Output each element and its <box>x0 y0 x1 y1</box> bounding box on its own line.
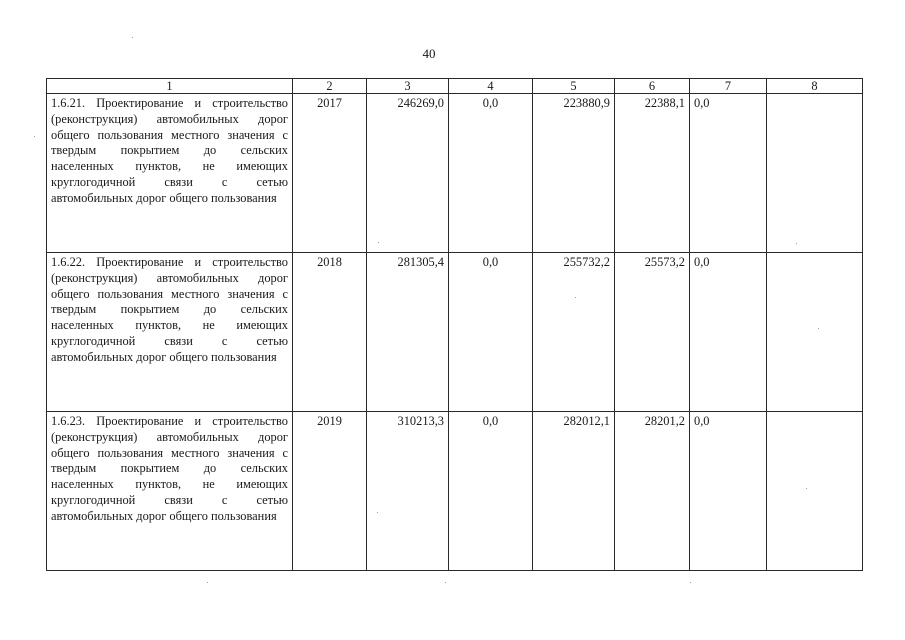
measure-name-cell: 1.6.22. Проектирование и строительство (реконструкция) автомобильных дорог общего пользования местного значения с твердым покрытием до сельских населенных пунктов, не имеющих круглогодичной связи с сетью автомобильных дорог общего пользования <box>47 253 293 412</box>
total-amount-cell: 246269,0 <box>367 94 449 253</box>
scan-speck <box>445 582 446 583</box>
year-cell: 2018 <box>293 253 367 412</box>
amount-cell-col4: 0,0 <box>449 94 533 253</box>
column-header: 2 <box>293 79 367 94</box>
amount-cell-col7: 0,0 <box>690 94 767 253</box>
total-amount-cell: 281305,4 <box>367 253 449 412</box>
measure-name-cell: 1.6.21. Проектирование и строительство (реконструкция) автомобильных дорог общего пользования местного значения с твердым покрытием до сельских населенных пунктов, не имеющих круглогодичной связи с сетью автомобильных дорог общего пользования <box>47 94 293 253</box>
scan-speck <box>818 328 819 329</box>
scan-speck <box>806 488 807 489</box>
column-header: 4 <box>449 79 533 94</box>
scan-speck <box>377 512 378 513</box>
scan-speck <box>796 243 797 244</box>
table-row <box>47 253 863 412</box>
amount-cell-col6: 22388,1 <box>615 94 690 253</box>
amount-cell-col4: 0,0 <box>449 253 533 412</box>
program-budget-table <box>46 78 863 571</box>
amount-cell-col7: 0,0 <box>690 253 767 412</box>
amount-cell-col5: 223880,9 <box>533 94 615 253</box>
amount-cell-col7: 0,0 <box>690 412 767 571</box>
empty-cell-col8 <box>767 412 863 571</box>
column-header: 5 <box>533 79 615 94</box>
measure-name-cell: 1.6.23. Проектирование и строительство (реконструкция) автомобильных дорог общего пользования местного значения с твердым покрытием до сельских населенных пунктов, не имеющих круглогодичной связи с сетью автомобильных дорог общего пользования <box>47 412 293 571</box>
year-cell: 2017 <box>293 94 367 253</box>
scan-speck <box>575 297 576 298</box>
amount-cell-col5: 255732,2 <box>533 253 615 412</box>
scan-speck <box>132 37 133 38</box>
table-row <box>47 412 863 571</box>
amount-cell-col5: 282012,1 <box>533 412 615 571</box>
scan-speck <box>34 136 35 137</box>
column-header: 1 <box>47 79 293 94</box>
column-header: 8 <box>767 79 863 94</box>
year-cell: 2019 <box>293 412 367 571</box>
page-number: 40 <box>422 46 436 61</box>
amount-cell-col6: 28201,2 <box>615 412 690 571</box>
scan-speck <box>690 582 691 583</box>
column-header: 7 <box>690 79 767 94</box>
empty-cell-col8 <box>767 94 863 253</box>
empty-cell-col8 <box>767 253 863 412</box>
scan-speck <box>378 242 379 243</box>
column-number-row <box>47 79 863 94</box>
column-header: 6 <box>615 79 690 94</box>
table-row <box>47 94 863 253</box>
column-header: 3 <box>367 79 449 94</box>
total-amount-cell: 310213,3 <box>367 412 449 571</box>
scan-speck <box>207 582 208 583</box>
amount-cell-col6: 25573,2 <box>615 253 690 412</box>
amount-cell-col4: 0,0 <box>449 412 533 571</box>
